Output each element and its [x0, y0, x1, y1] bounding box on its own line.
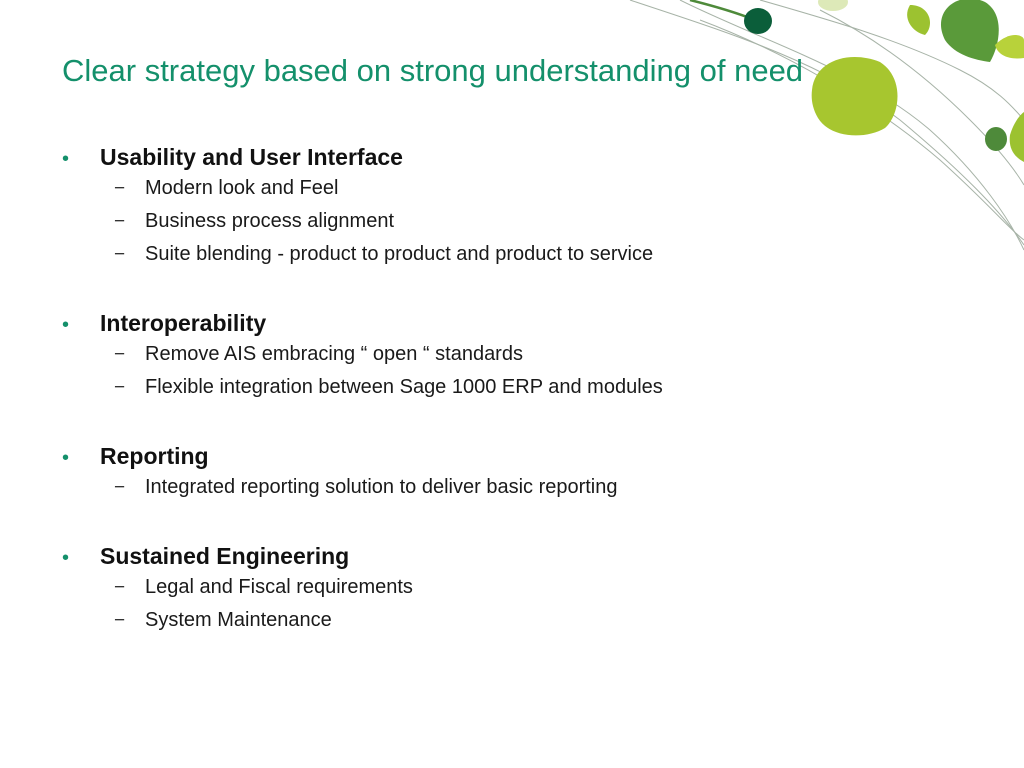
bullet-heading-row: [62, 443, 962, 476]
bullet-icon: •: [62, 148, 70, 170]
list-item: [62, 243, 962, 276]
list-item-text: Suite blending - product to product and product to service: [145, 243, 654, 265]
list-item-text: Legal and Fiscal requirements: [145, 576, 413, 598]
sub-list: [62, 476, 962, 509]
section-heading: Usability and User Interface: [100, 144, 403, 170]
leaf-shape: [941, 0, 999, 62]
list-item: [62, 609, 962, 642]
section-interoperability: [62, 310, 962, 409]
bullet-icon: •: [62, 547, 70, 569]
dash-icon: −: [114, 178, 126, 199]
list-item-text: Remove AIS embracing “ open “ standards: [145, 343, 523, 365]
list-item: [62, 210, 962, 243]
list-item-text: System Maintenance: [145, 609, 332, 631]
list-item-text: Flexible integration between Sage 1000 ERP and modules: [145, 376, 663, 398]
bullet-icon: •: [62, 314, 70, 336]
dash-icon: −: [114, 377, 126, 398]
bullet-list: [62, 144, 962, 676]
section-heading: Reporting: [100, 443, 209, 469]
sub-list: [62, 576, 962, 642]
dash-icon: −: [114, 610, 126, 631]
leaf-shape: [995, 35, 1024, 58]
section-reporting: [62, 443, 962, 509]
bullet-heading-row: [62, 310, 962, 343]
section-sustained-engineering: [62, 543, 962, 642]
bullet-heading-row: [62, 543, 962, 576]
list-item-text: Integrated reporting solution to deliver basic reporting: [145, 476, 618, 498]
leaf-shape: [1010, 112, 1024, 162]
leaf-shape: [985, 127, 1007, 151]
dash-icon: −: [114, 211, 126, 232]
dash-icon: −: [114, 577, 126, 598]
list-item-text: Modern look and Feel: [145, 177, 339, 199]
list-item-text: Business process alignment: [145, 210, 395, 232]
leaf-shape: [907, 5, 930, 35]
leaf-shape: [818, 0, 848, 11]
list-item: [62, 376, 962, 409]
dash-icon: −: [114, 477, 126, 498]
slide-title: Clear strategy based on strong understanding of need: [62, 53, 804, 88]
bullet-icon: •: [62, 447, 70, 469]
list-item: [62, 576, 962, 609]
sub-list: [62, 177, 962, 276]
leaf-shape: [812, 57, 898, 135]
list-item: [62, 343, 962, 376]
section-heading: Interoperability: [100, 310, 267, 336]
section-usability: [62, 144, 962, 276]
section-heading: Sustained Engineering: [100, 543, 350, 569]
list-item: [62, 177, 962, 210]
sub-list: [62, 343, 962, 409]
leaf-shape: [744, 8, 772, 34]
list-item: [62, 476, 962, 509]
bullet-heading-row: [62, 144, 962, 177]
dash-icon: −: [114, 244, 126, 265]
dash-icon: −: [114, 344, 126, 365]
